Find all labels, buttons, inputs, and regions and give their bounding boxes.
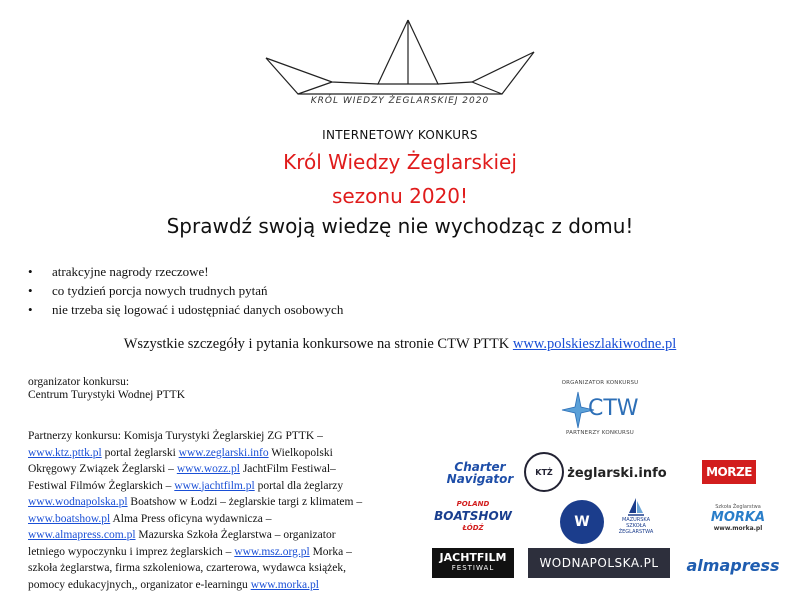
feature-list <box>28 262 628 319</box>
wozz-link[interactable]: www.wozz.pl <box>176 463 240 475</box>
ktz-logo: KTŻ <box>524 452 564 492</box>
boatshow-logo: POLAND BOATSHOW ŁÓDŹ <box>434 500 512 532</box>
organizer-label: organizator konkursu: <box>28 376 130 388</box>
almapress-link[interactable]: www.almapress.com.pl <box>28 529 136 541</box>
partners-block: Partnerzy konkursu: Komisja Turystyki Żeglarskiej ZG PTTK – www.ktz.pttk.pl portal żeglarski www.zeglarski.info Wielkopolski Okręgowy Związek Żeglarski – www.wozz.pl JachtFilm Festiwal– Festiwal Filmów Żeglarskich – www.jachtfilm.pl portal dla żeglarzy www.wodnapolska.pl Boatshow w Łodzi – żeglarskie targi z klimatem – www.boatshow.pl Alma Press oficyna wydawnicza – www.almapress.com.pl Mazurska Szkoła Żeglarstwa – organizator letniego wypoczynku i imprez żeglarskich – www.msz.org.pl Morka – szkoła żeglarstwa, firma szkoleniowa, czarterowa, wydawca książek, pomocy edukacyjnych,, organizator e-learningu www.morka.pl <box>28 430 363 591</box>
contest-season: sezonu 2020! <box>331 184 469 208</box>
morze-logo: MORZE <box>702 460 756 484</box>
organizer-block <box>28 376 358 402</box>
zeglarski-info-logo: żeglarski.info <box>567 465 667 481</box>
website-link[interactable]: www.polskieszlakiwodne.pl <box>512 336 677 352</box>
contest-kicker: INTERNETOWY KONKURS <box>322 128 478 142</box>
organizer-logo-label: ORGANIZATOR KONKURSU <box>561 380 639 386</box>
bullet-icon: • <box>28 282 33 298</box>
ktz-link[interactable]: www.ktz.pttk.pl <box>28 446 102 459</box>
zeglarski-link[interactable]: www.zeglarski.info <box>178 446 269 459</box>
wozz-logo: W <box>560 500 604 544</box>
wodnapolska-logo: WODNAPOLSKA.PL <box>528 548 670 578</box>
msz-logo: MAZURSKA SZKOŁA ŻEGLARSTWA <box>612 496 660 536</box>
morka-link[interactable]: www.morka.pl <box>250 578 319 591</box>
ctw-logo-text: CTW <box>588 396 639 421</box>
sail-icon <box>626 497 646 517</box>
ctw-organizer-logo <box>540 380 660 436</box>
partners-logo-label: PARTNERZY KONKURSU <box>566 430 634 436</box>
jachtfilm-logo: JACHTFILM FESTIWAL <box>432 548 514 578</box>
list-item: • co tydzień porcja nowych trudnych pytań <box>28 282 268 298</box>
msz-link[interactable]: www.msz.org.pl <box>234 545 310 558</box>
wodnapolska-link[interactable]: www.wodnapolska.pl <box>28 496 128 508</box>
bullet-icon: • <box>28 301 33 317</box>
list-item: • nie trzeba się logować i udostępniać danych osobowych <box>28 301 344 317</box>
boat-caption: KRÓL WIEDZY ŻEGLARSKIEJ 2020 <box>310 96 490 106</box>
jachtfilm-link[interactable]: www.jachtfilm.pl <box>174 479 255 492</box>
morka-logo: Szkoła Żeglarstwa MORKA www.morka.pl <box>710 504 766 532</box>
boatshow-link[interactable]: www.boatshow.pl <box>28 512 111 525</box>
charter-navigator-logo: Charter Navigator <box>446 460 514 486</box>
contest-title: Król Wiedzy Żeglarskiej <box>283 150 517 174</box>
details-line: Wszystkie szczegóły i pytania konkursowe na stronie CTW PTTK www.polskieszlakiwodne.pl <box>123 336 677 352</box>
list-item: • atrakcyjne nagrody rzeczowe! <box>28 263 209 279</box>
organizer-name: Centrum Turystyki Wodnej PTTK <box>28 389 186 401</box>
almapress-logo: almapress <box>686 555 780 575</box>
contest-tagline: Sprawdź swoją wiedzę nie wychodząc z domu! <box>166 214 634 238</box>
bullet-icon: • <box>28 263 33 279</box>
